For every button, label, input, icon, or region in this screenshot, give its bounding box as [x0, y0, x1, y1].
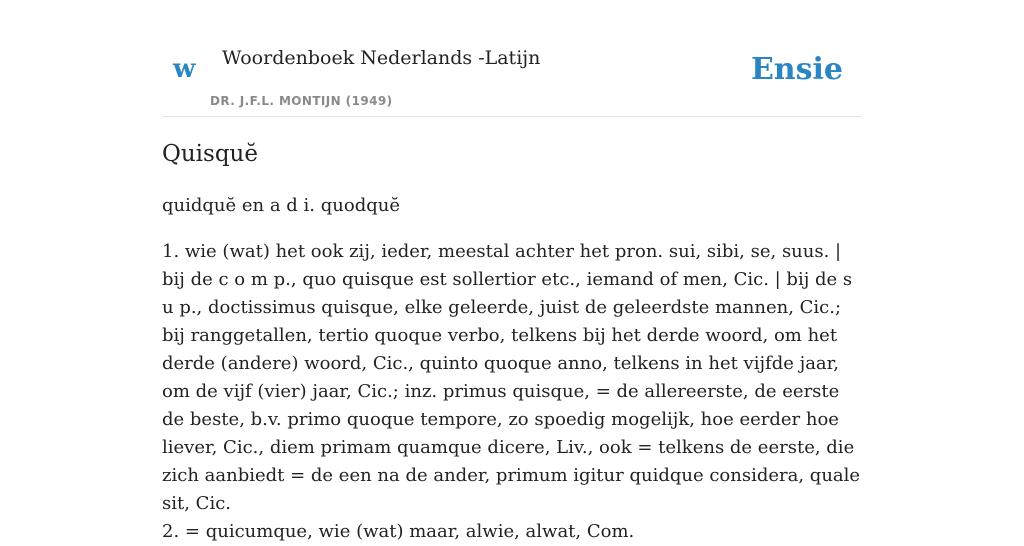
dictionary-entry [162, 136, 862, 546]
dictionary-logo[interactable]: w [173, 54, 196, 84]
definition-sense-2: 2. = quicumque, wie (wat) maar, alwie, alwat, Com. [162, 521, 635, 542]
entry-definition [162, 238, 862, 546]
dictionary-title[interactable]: Woordenboek Nederlands -Latijn [222, 47, 541, 69]
site-header [162, 0, 862, 117]
ensie-logo[interactable]: Ensie [750, 52, 843, 87]
entry-forms: quidquĕ en a d i. quodquĕ [162, 195, 400, 216]
entry-headword: Quisquĕ [162, 141, 258, 167]
dictionary-author: DR. J.F.L. MONTIJN (1949) [210, 94, 393, 108]
definition-sense-1: 1. wie (wat) het ook zij, ieder, meestal achter het pron. sui, sibi, se, suus. | bij de c o m p., quo quisque est sollertior etc., iemand of men, Cic. | bij de s u p., doctissimus quisque, elke geleerde, juist de geleerdste mannen, Cic.; bij ranggetallen, tertio quoque verbo, telkens bij het derde woord, om het derde (andere) woord, Cic., quinto quoque anno, telkens in het vijfde jaar, om de vijf (vier) jaar, Cic.; inz. primus quisque, = de allereerste, de eerste de beste, b.v. primo quoque tempore, zo spoedig mogelijk, hoe eerder hoe liever, Cic., diem primam quamque dicere, Liv., ook = telkens de eerste, die zich aanbiedt = de een na de ander, primum igitur quidque considera, quale sit, Cic. [162, 241, 861, 514]
